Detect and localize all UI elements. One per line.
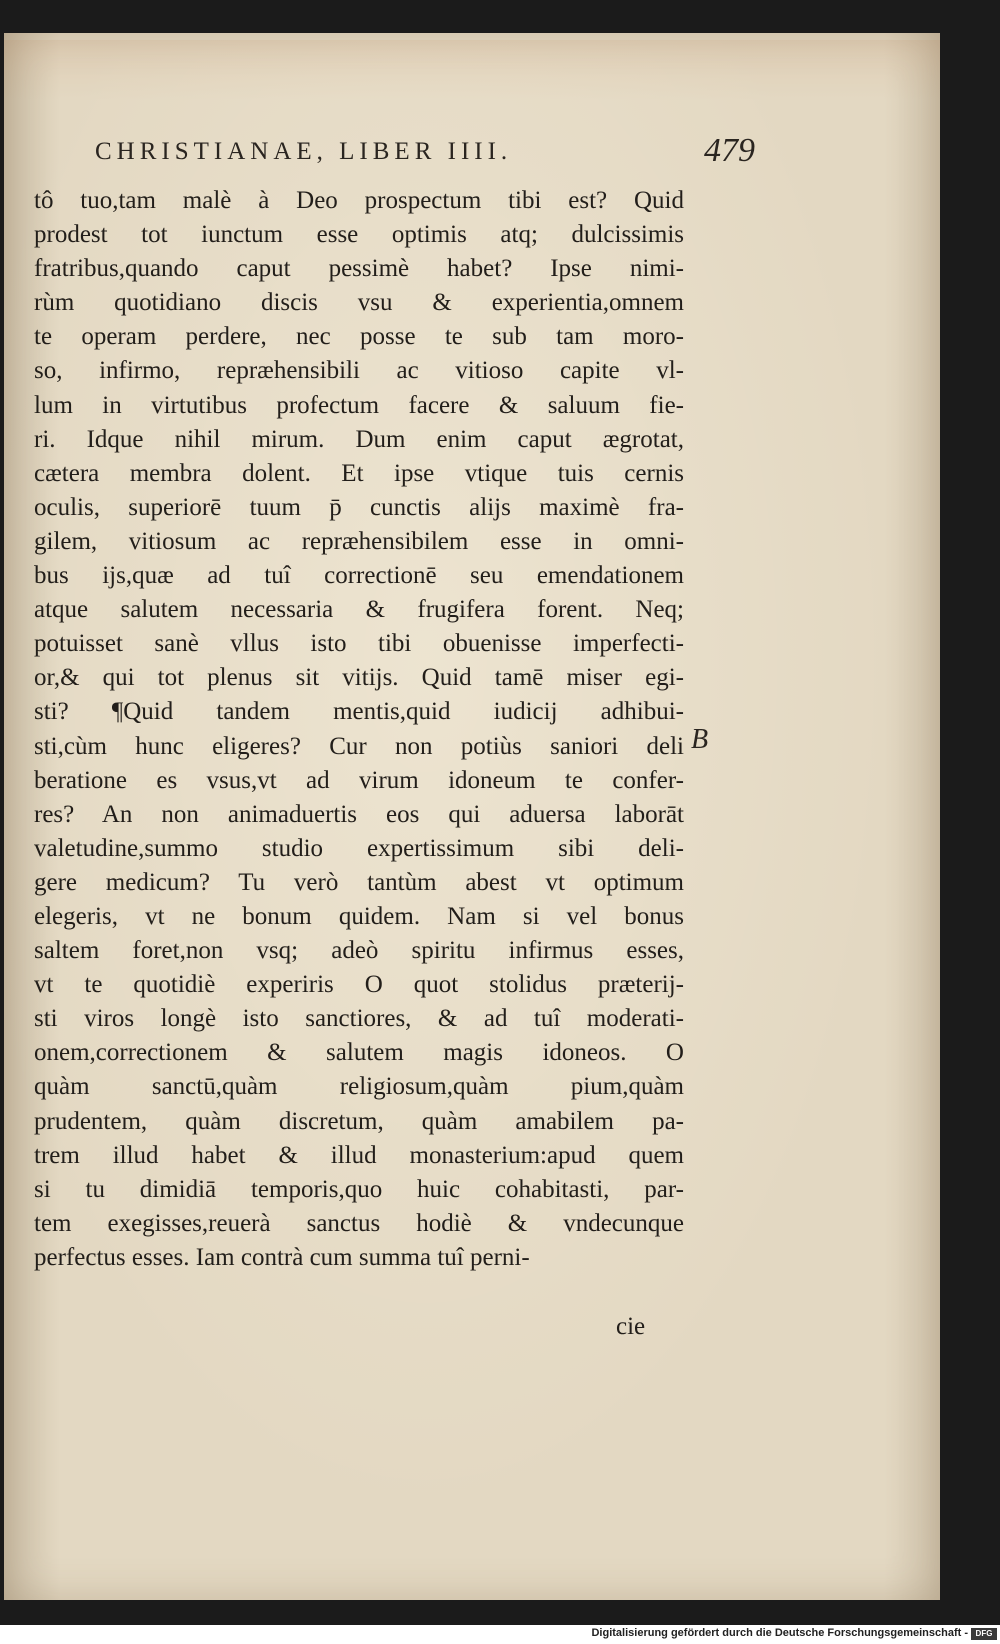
running-title: CHRISTIANAE, LIBER IIII. [95, 138, 513, 165]
text-line: prodest tot iunctum esse optimis atq; dulcissimis [34, 221, 684, 249]
text-line: atque salutem necessaria & frugifera forent. Neq; [34, 596, 684, 624]
text-line: te operam perdere, nec posse te sub tam moro- [34, 323, 684, 351]
text-line: sti,cùm hunc eligeres? Cur non potiùs saniori deli [34, 732, 684, 760]
text-line: valetudine,summo studio expertissimum sibi deli- [34, 834, 684, 862]
text-line: bus ijs,quæ ad tuî correctionē seu emendationem [34, 562, 684, 590]
text-line: tem exegisses,reuerà sanctus hodiè & vndecunque [34, 1209, 684, 1237]
text-line: tô tuo,tam malè à Deo prospectum tibi est? Quid [34, 187, 684, 214]
footer-credit: Digitalisierung gefördert durch die Deutsche Forschungsgemeinschaft - [591, 1627, 968, 1639]
text-line: quàm sanctū,quàm religiosum,quàm pium,quàm [34, 1073, 684, 1101]
text-line: cætera membra dolent. Et ipse vtique tuis cernis [34, 459, 684, 487]
text-line: gere medicum? Tu verò tantùm abest vt optimum [34, 868, 684, 896]
text-line: so, infirmo, repræhensibili ac vitioso capite vl- [34, 357, 684, 385]
text-line: gilem, vitiosum ac repræhensibilem esse in omni- [34, 527, 684, 555]
text-line: oculis, superiorē tuum p̄ cunctis alijs maximè fra- [34, 493, 684, 521]
text-line: rùm quotidiano discis vsu & experientia,omnem [34, 289, 684, 317]
text-line: or,& qui tot plenus sit vitijs. Quid tamē miser egi- [34, 664, 684, 692]
text-line: si tu dimidiā temporis,quo huic cohabitasti, par- [34, 1175, 684, 1203]
text-line: prudentem, quàm discretum, quàm amabilem pa- [34, 1107, 684, 1135]
text-line: perfectus esses. Iam contrà cum summa tuî perni- [34, 1243, 530, 1271]
text-line: vt te quotidiè experiris O quot stolidus præterij- [34, 971, 684, 999]
dfg-logo: DFG [971, 1628, 997, 1640]
catchword: cie [616, 1313, 646, 1340]
text-line: trem illud habet & illud monasterium:apud quem [34, 1141, 684, 1169]
text-line: saltem foret,non vsq; adeò spiritu infirmus esses, [34, 937, 684, 965]
text-line: lum in virtutibus profectum facere & saluum fie- [34, 391, 684, 419]
margin-letter: B [691, 724, 709, 755]
text-line: onem,correctionem & salutem magis idoneos. O [34, 1039, 684, 1067]
body-text [34, 184, 684, 1275]
footer-bar [0, 1625, 1000, 1644]
text-line: sti viros longè isto sanctiores, & ad tuî moderati- [34, 1005, 684, 1033]
running-head [95, 132, 755, 172]
text-line: elegeris, vt ne bonum quidem. Nam si vel bonus [34, 902, 684, 930]
text-line: beratione es vsus,vt ad virum idoneum te confer- [34, 766, 684, 794]
text-line: potuisset sanè vllus isto tibi obuenisse imperfecti- [34, 630, 684, 658]
text-line: ri. Idque nihil mirum. Dum enim caput ægrotat, [34, 425, 684, 453]
text-line: fratribus,quando caput pessimè habet? Ipse nimi- [34, 255, 684, 283]
page-number: 479 [704, 132, 755, 169]
text-line: sti? ¶Quid tandem mentis,quid iudicij adhibui- [34, 698, 684, 726]
text-line: res? An non animaduertis eos qui aduersa laborāt [34, 800, 684, 828]
